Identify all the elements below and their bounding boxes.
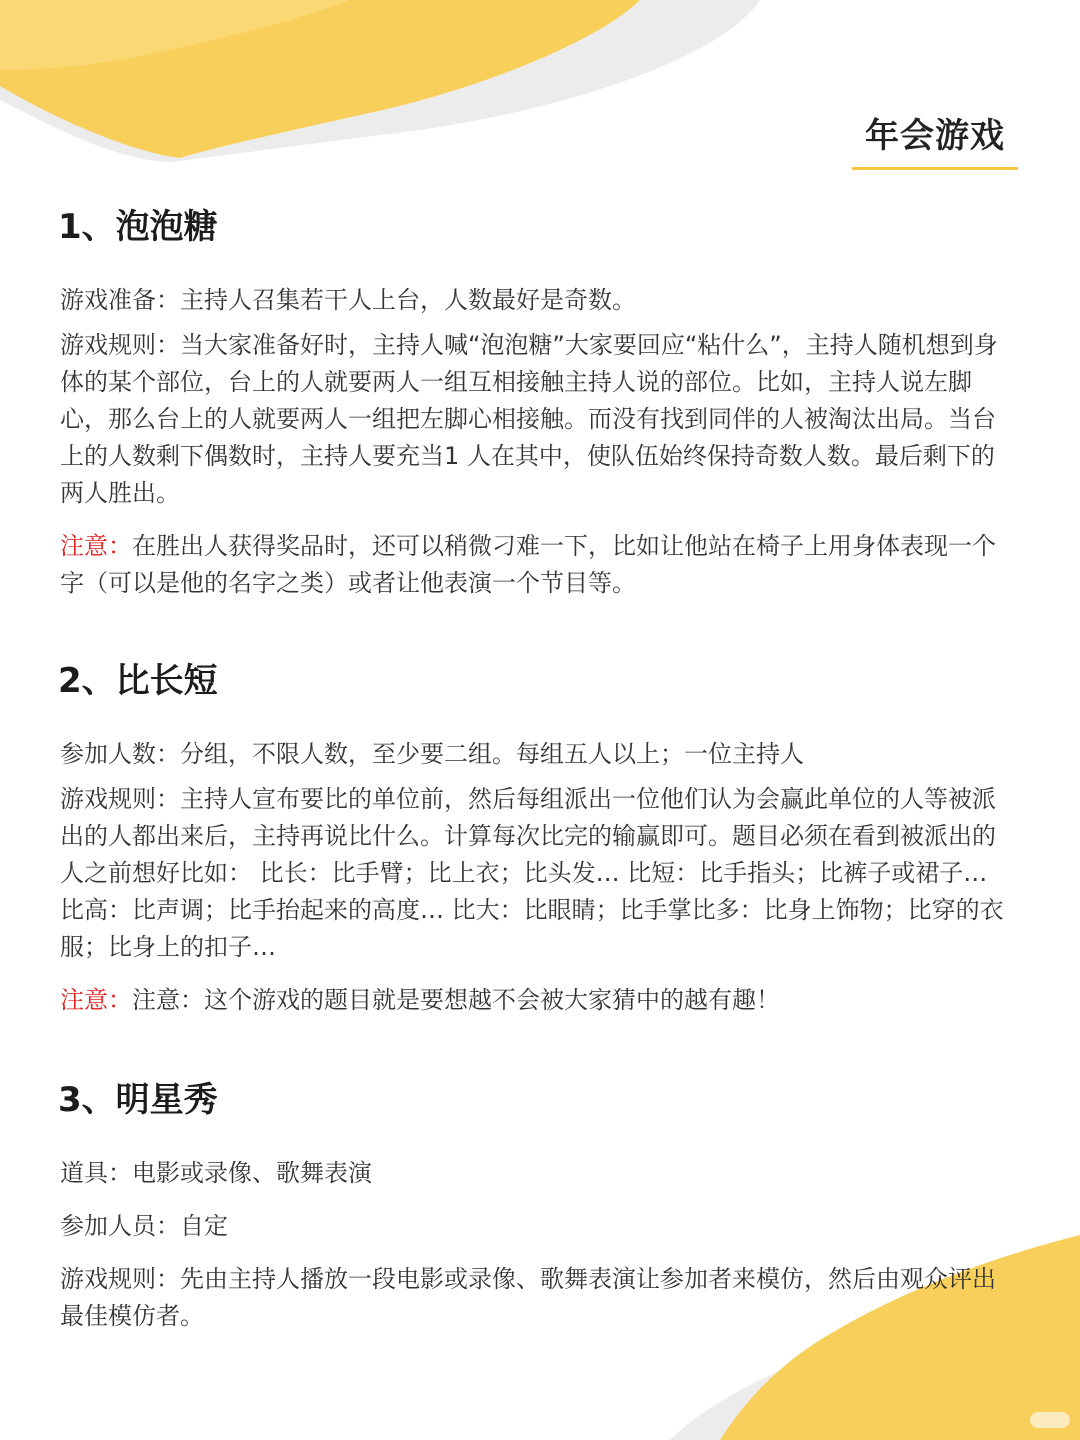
note-label: 注意： <box>60 986 132 1014</box>
rules-text: 游戏规则：当大家准备好时，主持人喊“泡泡糖”大家要回应“粘什么”，主持人随机想到身体的某个部位，台上的人就要两人一组互相接触主持人说的部位。比如，主持人说左脚心，那么台上的人就要两人一组把左脚心相接触。而没有找到同伴的人被淘汰出局。当台上的人数剩下偶数时，主持人要充当1 人在其中，使队伍始终保持奇数人数。最后剩下的两人胜出。 <box>60 331 998 507</box>
note-text: 在胜出人获得奖品时，还可以稍微刁难一下，比如让他站在椅子上用身体表现一个字（可以是他的名字之类）或者让他表演一个节目等。 <box>60 532 996 597</box>
rules-text: 游戏规则：主持人宣布要比的单位前，然后每组派出一位他们认为会赢此单位的人等被派出的人都出来后，主持再说比什么。计算每次比完的输赢即可。题目必须在看到被派出的人之前想好比如： 比长：比手臂；比上衣；比头发… 比短：比手指头；比裤子或裙子… 比高：比声调；比手抬起来的高度… 比大：比眼睛；比手掌比多：比身上饰物；比穿的衣服；比身上的扣子… <box>60 785 1004 961</box>
note-text: 注意：这个游戏的题目就是要想越不会被大家猜中的越有趣！ <box>132 986 780 1014</box>
section-compare-length <box>58 654 1018 1019</box>
participants-text: 参加人数：分组，不限人数，至少要二组。每组五人以上；一位主持人 <box>60 740 804 768</box>
note-paragraph <box>60 982 1018 1019</box>
section-title: 2、比长短 <box>58 661 218 701</box>
props-text: 道具：电影或录像、歌舞表演 <box>60 1159 372 1187</box>
note-paragraph <box>60 528 1018 602</box>
page-title: 年会游戏 <box>852 108 1018 170</box>
note-label: 注意： <box>60 532 132 560</box>
section-title: 3、明星秀 <box>58 1080 218 1120</box>
prep-text: 游戏准备：主持人召集若干人上台，人数最好是奇数。 <box>60 286 636 314</box>
watermark-pill <box>1030 1412 1070 1428</box>
section-star-show <box>58 1073 1018 1335</box>
rules-text: 游戏规则：先由主持人播放一段电影或录像、歌舞表演让参加者来模仿，然后由观众评出最佳模仿者。 <box>60 1265 996 1330</box>
participants-text: 参加人员：自定 <box>60 1212 228 1240</box>
article-body <box>58 200 1018 1387</box>
section-bubble-gum <box>58 200 1018 602</box>
section-title: 1、泡泡糖 <box>58 207 218 247</box>
